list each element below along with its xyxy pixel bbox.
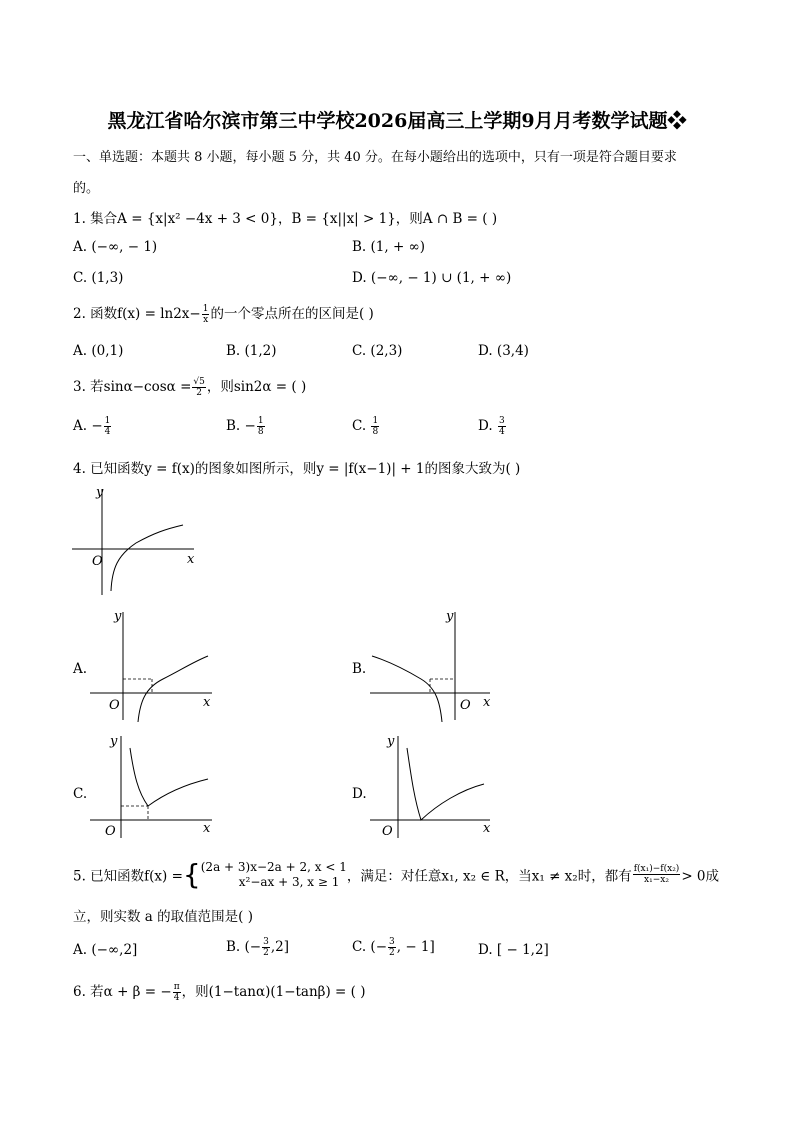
q2-option-a: A. (0,1) xyxy=(73,343,124,359)
q2-frac-num: 1 xyxy=(202,304,209,314)
q3-fraction xyxy=(192,377,205,398)
q3-b-num: 1 xyxy=(257,416,264,426)
q5-c-post: , − 1] xyxy=(396,939,435,955)
q1-option-b: B. (1, + ∞) xyxy=(352,239,426,255)
q5-c-pre: C. (− xyxy=(352,939,388,955)
q4-d-y-label: y xyxy=(387,734,395,749)
q2-stem-pre: 2. 函数f(x) = ln2x− xyxy=(73,306,201,322)
q5-b-pre: B. (− xyxy=(226,939,262,955)
q2-option-d: D. (3,4) xyxy=(478,343,529,359)
q2-fraction xyxy=(202,304,210,325)
q4-option-a-graph xyxy=(88,606,218,726)
q3-a-frac xyxy=(104,416,112,437)
q5-c-num: 3 xyxy=(389,937,395,947)
q4-option-c-graph xyxy=(88,730,218,842)
q4-option-b: B. xyxy=(352,661,367,677)
q5-c-frac xyxy=(388,937,396,958)
q2-frac-den: x xyxy=(203,315,209,325)
q4-b-origin: O xyxy=(460,698,471,713)
q5-b-den: 2 xyxy=(263,948,269,958)
q4-option-d: D. xyxy=(352,786,367,802)
q5-brace: { xyxy=(182,858,201,891)
q4-d-origin: O xyxy=(382,824,393,839)
page-title: 黑龙江省哈尔滨市第三中学校2026届高三上学期9月月考数学试题❖ xyxy=(107,110,687,132)
q3-b-label: B. − xyxy=(226,418,256,434)
q4-option-d-graph xyxy=(366,730,496,842)
q1-option-d: D. (−∞, − 1) ∪ (1, + ∞) xyxy=(352,270,512,286)
q1-option-a: A. (−∞, − 1) xyxy=(73,239,158,255)
q3-d-den: 4 xyxy=(498,427,505,437)
q6-stem-post: ，则(1−tanα)(1−tanβ) = ( ) xyxy=(181,984,366,1000)
q6-stem-pre: 6. 若α + β = − xyxy=(73,984,172,1000)
q4-option-b-graph xyxy=(366,606,496,726)
q3-option-a xyxy=(73,416,112,437)
q3-stem-post: ，则sin2α = ( ) xyxy=(206,379,307,395)
q3-stem-pre: 3. 若sinα−cosα = xyxy=(73,379,192,395)
q5-b-post: ,2] xyxy=(270,939,289,955)
question-6-stem xyxy=(73,980,365,1003)
q3-a-den: 4 xyxy=(104,427,111,437)
q4-given-x-label: x xyxy=(187,552,195,567)
q5-b-frac xyxy=(262,937,270,958)
q4-a-y-label: y xyxy=(114,609,122,624)
q5-frac-den: x₁−x₂ xyxy=(644,875,669,885)
q3-c-frac xyxy=(371,416,379,437)
question-5-stem xyxy=(73,858,719,891)
q3-frac-num: √5 xyxy=(193,377,205,387)
q4-option-c: C. xyxy=(73,786,88,802)
question-2-stem xyxy=(73,302,374,325)
question-1-stem: 1. 集合A = {x|x² −4x + 3 < 0}，B = {x||x| > 1}，则A ∩ B = ( ) xyxy=(73,211,498,227)
q2-stem-post: 的一个零点所在的区间是( ) xyxy=(210,306,374,322)
q1-option-c: C. (1,3) xyxy=(73,270,124,286)
q3-d-label: D. xyxy=(478,418,493,434)
q6-frac-num: π xyxy=(173,982,180,992)
q5-piece-1: (2a + 3)x−2a + 2, x < 1 xyxy=(200,859,347,874)
q2-option-b: B. (1,2) xyxy=(226,343,277,359)
q5-option-d: D. [ − 1,2] xyxy=(478,942,549,958)
q4-c-origin: O xyxy=(105,824,116,839)
q5-stem-post: > 0成 xyxy=(681,868,720,885)
q4-option-a: A. xyxy=(73,661,88,677)
q3-c-label: C. xyxy=(352,418,367,434)
q5-option-a: A. (−∞,2] xyxy=(73,942,138,958)
question-5-stem-cont: 立，则实数 a 的取值范围是( ) xyxy=(73,909,253,925)
q4-given-graph xyxy=(66,483,201,601)
q5-stem-mid: ，满足：对任意x₁, x₂ ∈ R，当x₁ ≠ x₂时，都有 xyxy=(346,868,632,885)
q5-option-b xyxy=(226,937,289,958)
section-heading: 一、单选题：本题共 8 小题，每小题 5 分，共 40 分。在每小题给出的选项中，只有一项是符合题目要求 xyxy=(73,150,677,165)
q5-stem-pre: 5. 已知函数f(x) = xyxy=(73,868,183,885)
question-3-stem xyxy=(73,375,306,398)
q5-b-num: 3 xyxy=(263,937,269,947)
q2-option-c: C. (2,3) xyxy=(352,343,403,359)
q5-frac-num: f(x₁)−f(x₂) xyxy=(633,864,680,874)
q3-option-c xyxy=(352,416,380,437)
q4-b-x-label: x xyxy=(483,695,491,710)
q3-c-den: 8 xyxy=(372,427,379,437)
q3-option-d xyxy=(478,416,507,437)
q5-piecewise xyxy=(201,860,347,890)
q4-a-origin: O xyxy=(109,698,120,713)
q6-fraction xyxy=(173,982,181,1003)
q4-b-y-label: y xyxy=(446,609,454,624)
q3-b-den: 8 xyxy=(257,427,264,437)
q5-c-den: 2 xyxy=(389,948,395,958)
q4-c-y-label: y xyxy=(110,734,118,749)
question-4-stem: 4. 已知函数y = f(x)的图象如图所示，则y = |f(x−1)| + 1的图象大致为( ) xyxy=(73,461,521,477)
q3-d-frac xyxy=(498,416,506,437)
q4-given-y-label: y xyxy=(96,485,104,500)
q3-option-b xyxy=(226,416,266,437)
section-heading-cont: 的。 xyxy=(73,181,100,196)
q3-a-label: A. − xyxy=(73,418,103,434)
q3-a-num: 1 xyxy=(104,416,111,426)
q3-d-num: 3 xyxy=(498,416,505,426)
q4-d-x-label: x xyxy=(483,821,491,836)
q3-b-frac xyxy=(257,416,265,437)
q4-a-x-label: x xyxy=(203,695,211,710)
q5-fraction xyxy=(633,864,681,885)
q5-option-c xyxy=(352,937,435,958)
q6-frac-den: 4 xyxy=(173,993,180,1003)
q4-given-origin: O xyxy=(92,554,103,569)
q4-c-x-label: x xyxy=(203,821,211,836)
q5-piece-2: x²−ax + 3, x ≥ 1 xyxy=(238,874,340,889)
q3-c-num: 1 xyxy=(372,416,379,426)
q3-frac-den: 2 xyxy=(196,388,202,398)
